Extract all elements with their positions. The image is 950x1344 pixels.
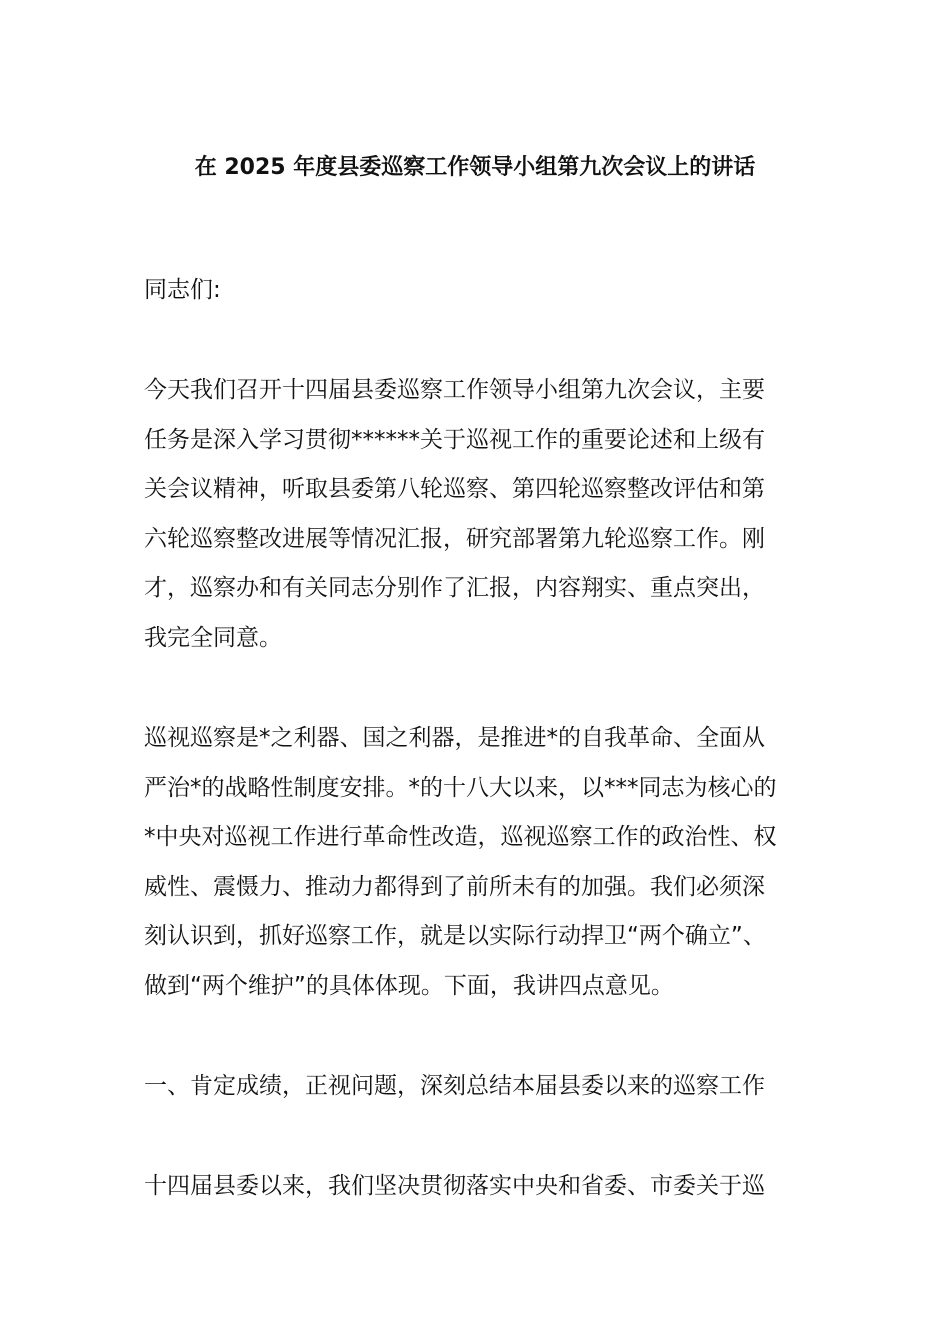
paragraph-2: [144, 714, 820, 1011]
paragraph-1-line: 我完全同意。: [144, 624, 282, 651]
paragraph-2-line: 巡视巡察是*之利器、国之利器，是推进*的自我革命、全面从: [144, 725, 765, 751]
paragraph-2-line: 做到“两个维护”的具体体现。下面，我讲四点意见。: [144, 972, 674, 999]
paragraph-2-line: 威性、震慑力、推动力都得到了前所未有的加强。我们必须深: [144, 873, 765, 900]
paragraph-2-line: 刻认识到，抓好巡察工作，就是以实际行动捍卫“两个确立”、: [144, 923, 766, 949]
paragraph-2-line: 严治*的战略性制度安排。*的十八大以来，以***同志为核心的: [144, 774, 777, 801]
paragraph-1-line: 关会议精神，听取县委第八轮巡察、第四轮巡察整改评估和第: [144, 476, 765, 502]
paragraph-2-line: *中央对巡视工作进行革命性改造，巡视巡察工作的政治性、权: [144, 824, 777, 850]
paragraph-1-line: 今天我们召开十四届县委巡察工作领导小组第九次会议，主要: [144, 377, 765, 403]
document-title: 在 2025 年度县委巡察工作领导小组第九次会议上的讲话: [194, 155, 756, 180]
greeting: 同志们:: [144, 277, 221, 303]
section-heading-1: 一、肯定成绩，正视问题，深刻总结本届县委以来的巡察工作: [144, 1073, 765, 1099]
paragraph-1: [144, 366, 820, 663]
paragraph-1-line: 六轮巡察整改进展等情况汇报，研究部署第九轮巡察工作。刚: [144, 525, 765, 552]
paragraph-1-line: 才，巡察办和有关同志分别作了汇报，内容翔实、重点突出，: [144, 575, 765, 601]
paragraph-1-line: 任务是深入学习贯彻******关于巡视工作的重要论述和上级有: [144, 426, 765, 453]
paragraph-3: [144, 1162, 820, 1212]
paragraph-3-line: 十四届县委以来，我们坚决贯彻落实中央和省委、市委关于巡: [144, 1173, 765, 1199]
